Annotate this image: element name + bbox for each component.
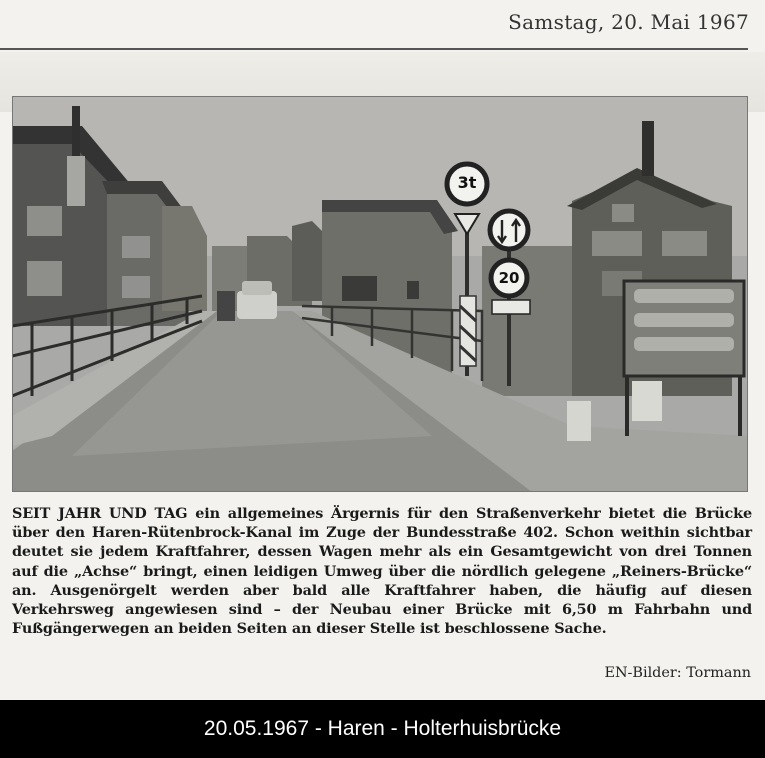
photo-caption <box>12 504 752 638</box>
photo-credit: EN-Bilder: Tormann <box>604 665 751 681</box>
footer-caption: 20.05.1967 - Haren - Holterhuisbrücke <box>0 700 765 758</box>
weight-limit-sign-text: 3t <box>457 173 477 192</box>
speed-limit-sign-text: 20 <box>498 269 520 287</box>
dateline: Samstag, 20. Mai 1967 <box>508 10 749 34</box>
caption-body: ein allgemeines Ärgernis für den Straßenverkehr bietet die Brücke über den Haren-Rütenbrock-Kanal im Zuge der Bundesstraße 402. Schon weithin sichtbar deutet sie jedem Kraftfahrer, dessen Wagen mehr als ein Gesamtgewicht von drei Tonnen auf die „Achse“ bringt, einen leidigen Umweg über die nördlich gelegene „Reiners-Brücke“ an. Ausgenörgelt werden aber bald alle Kraftfahrer haben, die häufig auf diesen Verkehrsweg angewiesen sind – der Neubau einer Brücke mit 6,50 m Fahrbahn und Fußgängerwegen an beiden Seiten an dieser Stelle ist beschlossene Sache. <box>12 505 752 638</box>
bridge-photo <box>12 96 748 492</box>
caption-lead: SEIT JAHR UND TAG <box>12 505 188 522</box>
header-rule <box>0 48 748 50</box>
